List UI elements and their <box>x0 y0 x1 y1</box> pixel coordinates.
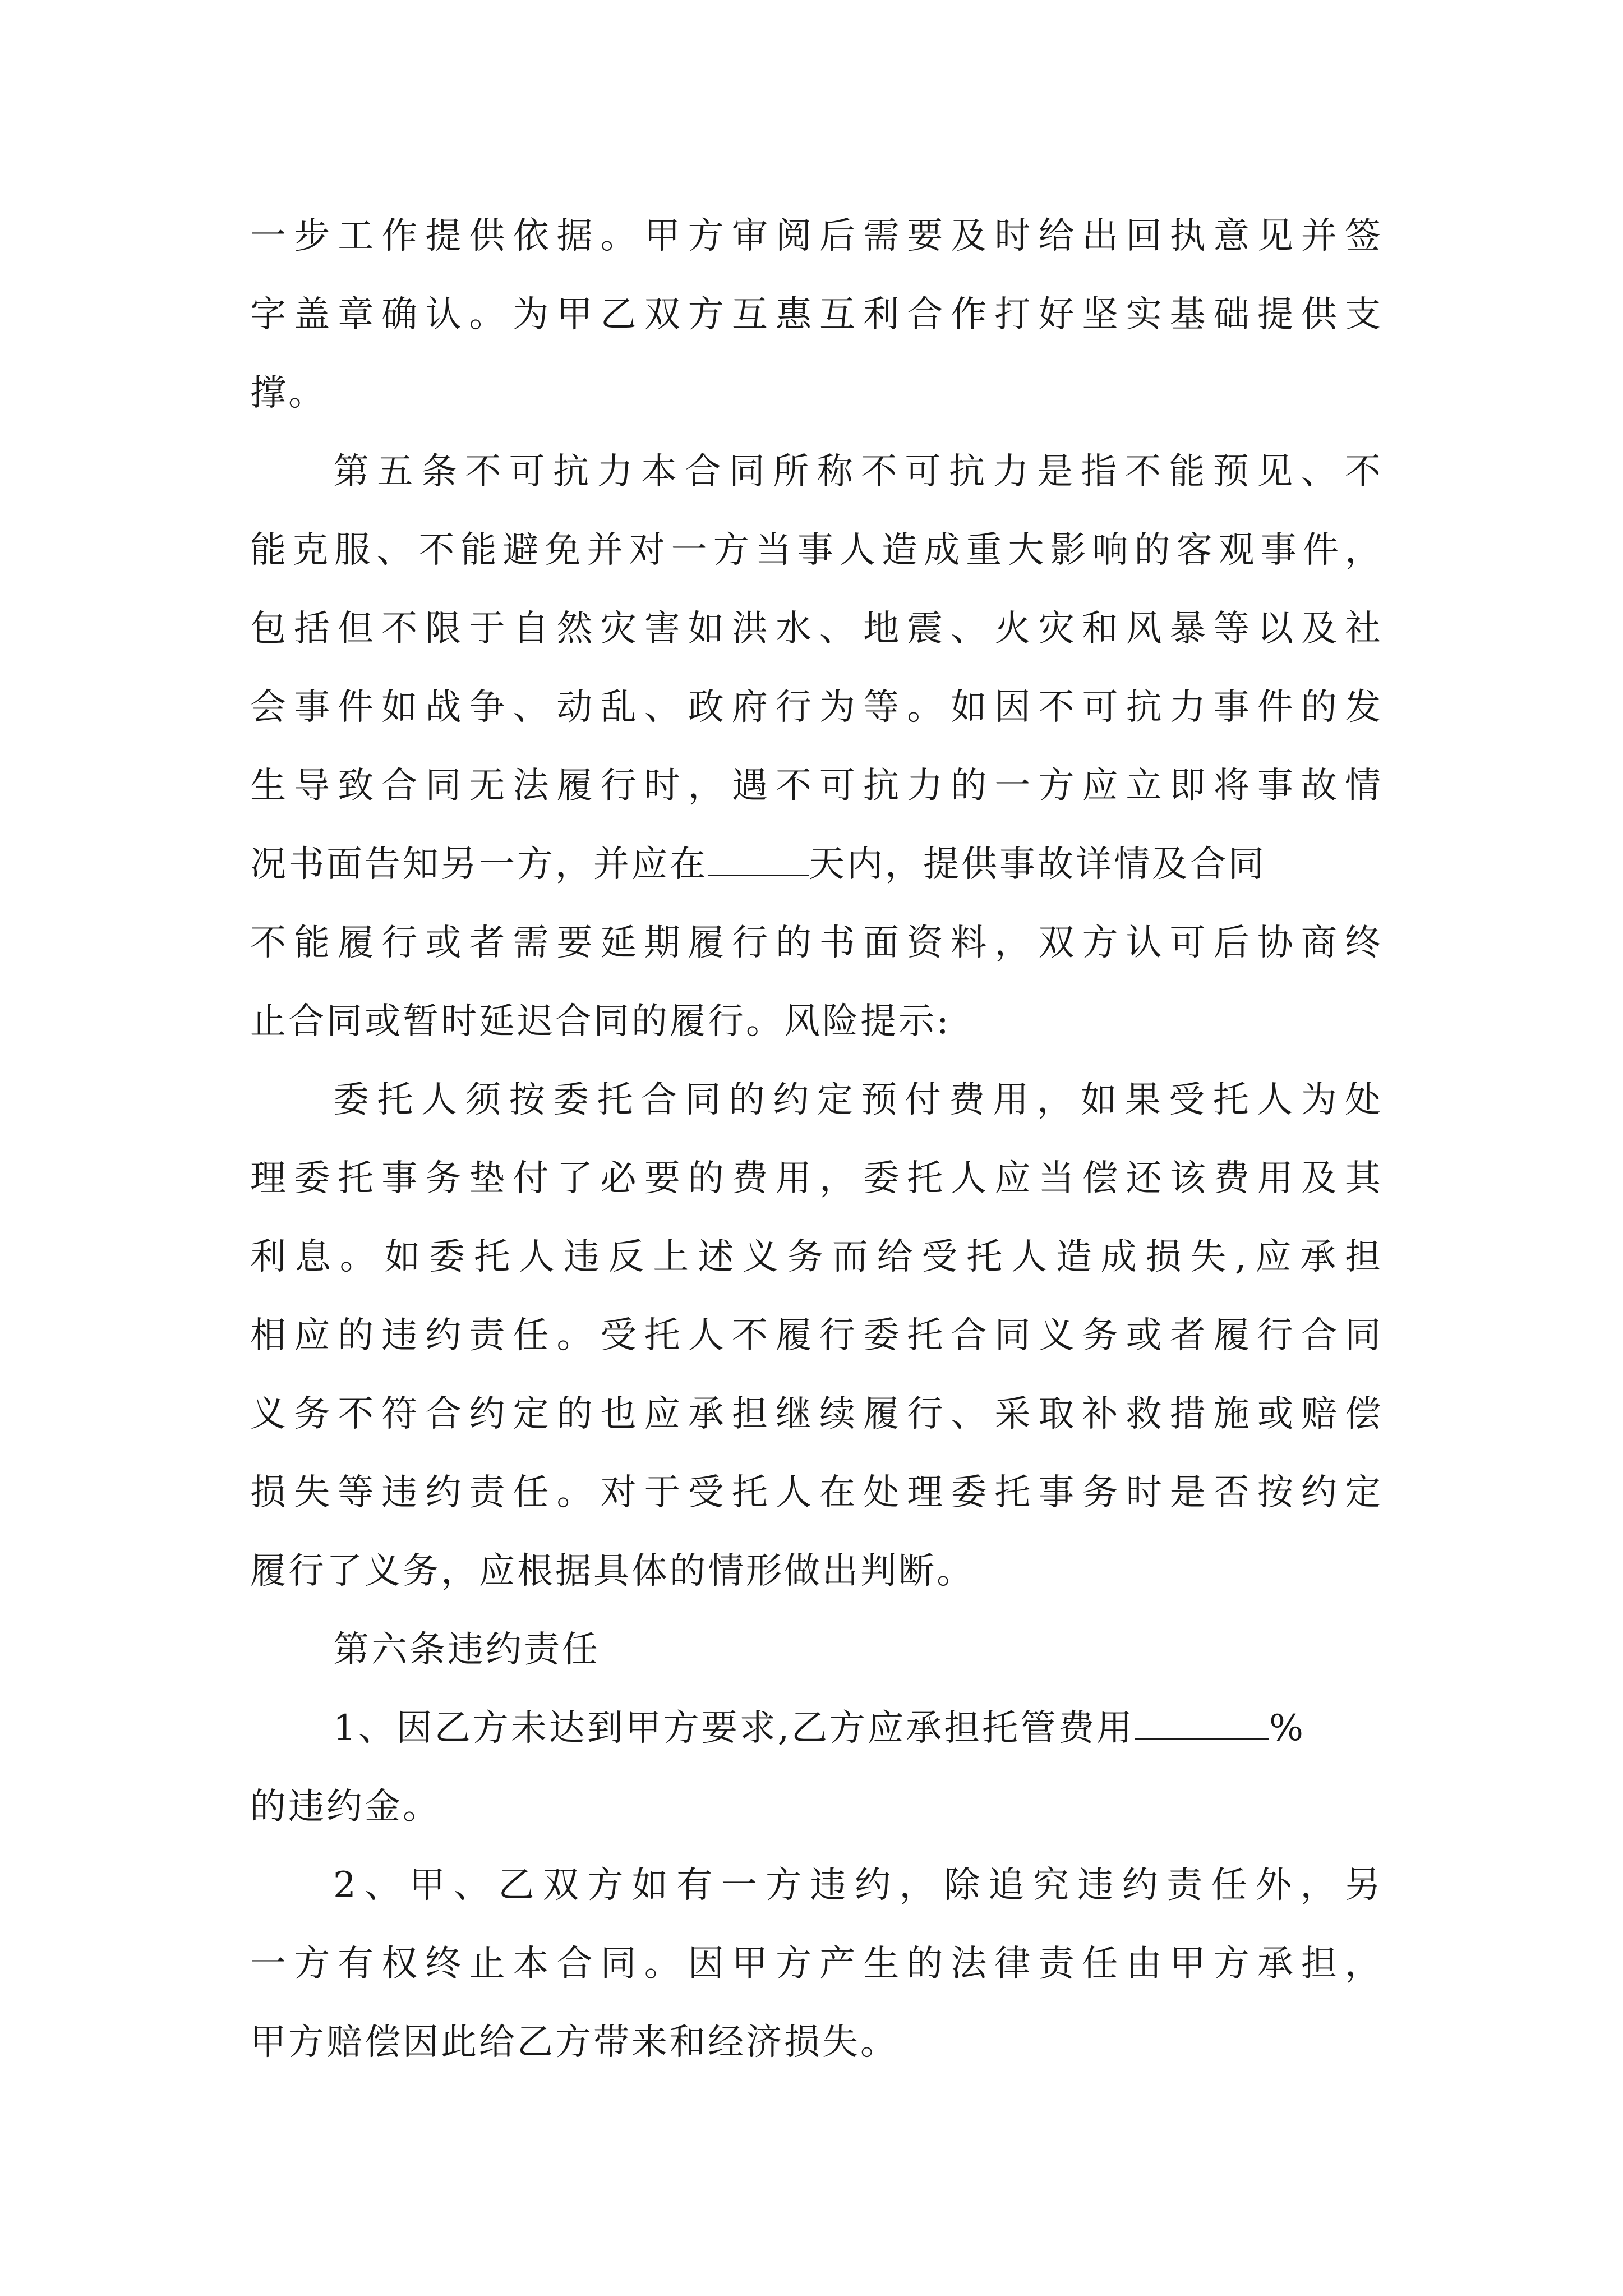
text-line: 撑。 <box>250 372 326 414</box>
text-segment: 1、因乙方未达到甲方要求,乙方应承担托管费用 <box>333 1708 1135 1749</box>
text-line: 义务不符合约定的也应承担继续履行、采取补救措施或赔偿 <box>250 1393 1383 1435</box>
text-line: 字盖章确认。为甲乙双方互惠互利合作打好坚实基础提供支 <box>250 294 1383 335</box>
text-line: 包括但不限于自然灾害如洪水、地震、火灾和风暴等以及社 <box>250 608 1383 650</box>
text-line: 损失等违约责任。对于受托人在处理委托事务时是否按约定 <box>250 1472 1383 1513</box>
text-line: 一方有权终止本合同。因甲方产生的法律责任由甲方承担， <box>250 1943 1383 1985</box>
text-line: 相应的违约责任。受托人不履行委托合同义务或者履行合同 <box>250 1315 1383 1356</box>
text-line: 履行了义务，应根据具体的情形做出判断。 <box>250 1550 975 1592</box>
text-line: 委托人须按委托合同的约定预付费用，如果受托人为处 <box>333 1079 1383 1121</box>
article-5-heading-line: 第五条不可抗力本合同所称不可抗力是指不能预见、不 <box>333 451 1383 493</box>
text-line: 利息。如委托人违反上述义务而给受托人造成损失,应承担 <box>250 1236 1383 1278</box>
text-segment: 况书面告知另一方，并应在 <box>250 844 708 885</box>
text-line: 甲方赔偿因此给乙方带来和经济损失。 <box>250 2022 898 2063</box>
text-line: 止合同或暂时延迟合同的履行。风险提示: <box>250 1001 951 1042</box>
text-line-with-blank <box>250 836 1383 892</box>
text-segment: 天内，提供事故详情及合同 <box>809 844 1266 885</box>
text-line-with-blank <box>333 1700 1383 1756</box>
text-line: 能克服、不能避免并对一方当事人造成重大影响的客观事件， <box>250 530 1383 571</box>
text-line: 2、甲、乙双方如有一方违约，除追究违约责任外，另 <box>333 1865 1383 1906</box>
text-line: 会事件如战争、动乱、政府行为等。如因不可抗力事件的发 <box>250 687 1383 728</box>
text-line: 生导致合同无法履行时，遇不可抗力的一方应立即将事故情 <box>250 765 1383 807</box>
text-segment: % <box>1269 1708 1306 1749</box>
days-blank <box>708 840 809 876</box>
article-6-heading: 第六条违约责任 <box>333 1629 600 1671</box>
text-line: 不能履行或者需要延期履行的书面资料，双方认可后协商终 <box>250 922 1383 964</box>
text-line: 一步工作提供依据。甲方审阅后需要及时给出回执意见并签 <box>250 215 1383 257</box>
text-line: 理委托事务垫付了必要的费用，委托人应当偿还该费用及其 <box>250 1158 1383 1199</box>
percent-blank <box>1135 1704 1269 1740</box>
text-line: 的违约金。 <box>250 1786 441 1828</box>
